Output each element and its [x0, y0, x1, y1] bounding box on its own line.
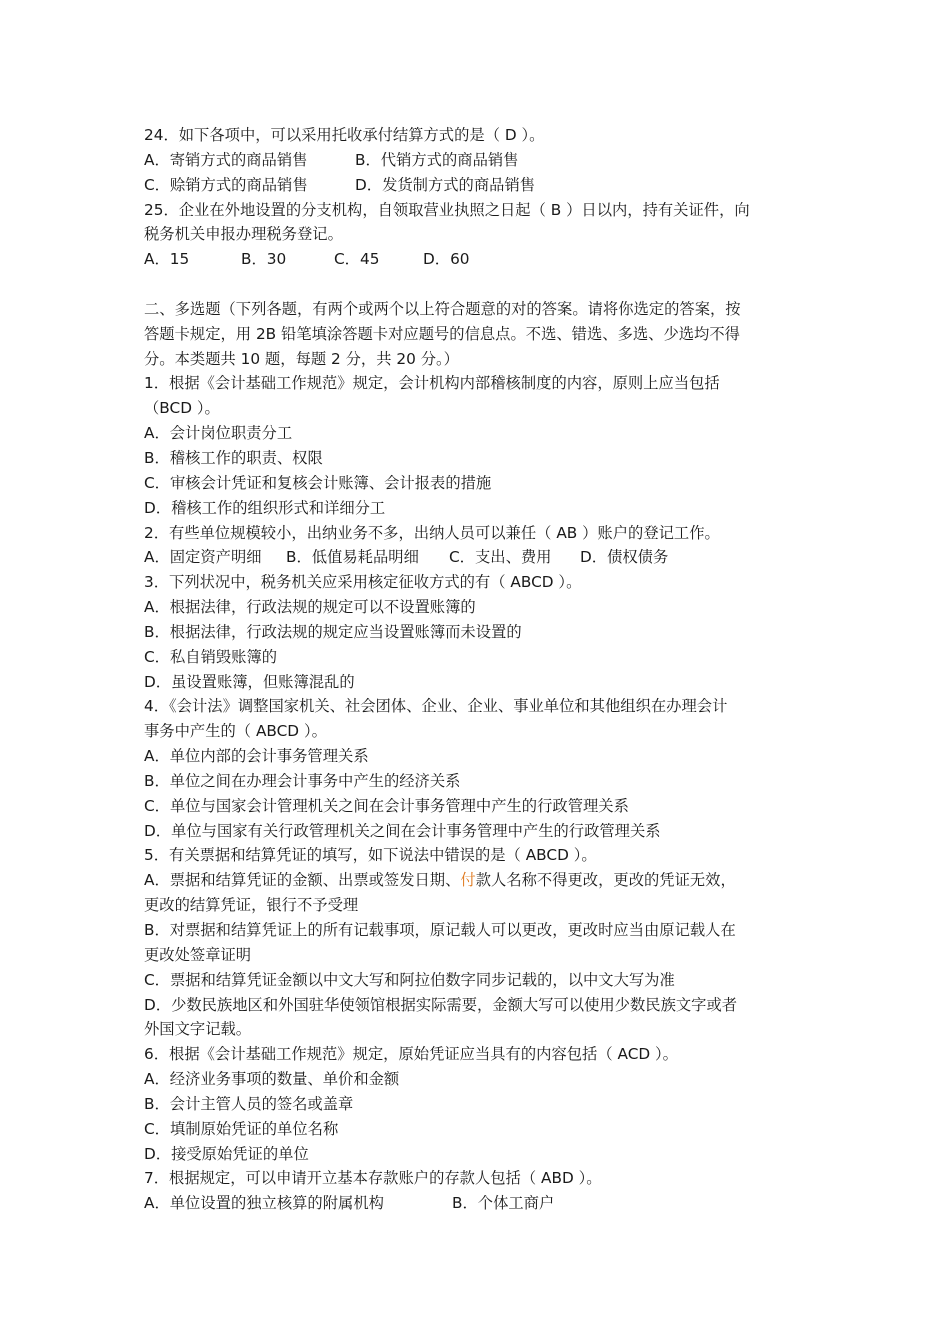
question-24-option-a: A．寄销方式的商品销售 — [144, 150, 308, 169]
multi-question-5-option-b-line1: B．对票据和结算凭证上的所有记载事项，原记载人可以更改，更改时应当由原记载人在 — [144, 921, 736, 939]
question-25-option-d: D．60 — [423, 250, 470, 269]
multi-question-1-option-c: C．审核会计凭证和复核会计账簿、会计报表的措施 — [144, 473, 492, 492]
section-heading-line2: 答题卡规定，用 2B 铅笔填涂答题卡对应题号的信息点。不选、错选、多选、少选均不得 — [144, 324, 740, 343]
multi-question-5-option-c: C．票据和结算凭证金额以中文大写和阿拉伯数字同步记载的，以中文大写为准 — [144, 970, 675, 989]
multi-question-4-stem-line2: 事务中产生的（ ABCD ）。 — [144, 722, 327, 741]
multi-question-1-option-a: A．会计岗位职责分工 — [144, 424, 293, 443]
question-25-option-b: B．30 — [241, 250, 287, 269]
question-24-option-b: B．代销方式的商品销售 — [355, 150, 519, 169]
multi-question-3-stem: 3．下列状况中，税务机关应采用核定征收方式的有（ ABCD ）。 — [144, 573, 582, 592]
question-25-option-a: A．15 — [144, 250, 190, 269]
document-page — [144, 123, 808, 1216]
question-25-option-c: C．45 — [334, 250, 380, 269]
question-24-stem: 24．如下各项中，可以采用托收承付结算方式的是（ D ）。 — [144, 126, 545, 144]
multi-question-2-options — [144, 545, 808, 570]
multi-question-1-option-d: D．稽核工作的组织形式和详细分工 — [144, 498, 386, 517]
multi-question-2-option-c: C．支出、费用 — [449, 548, 552, 567]
section-heading-line3: 分。本类题共 10 题，每题 2 分，共 20 分。） — [144, 349, 459, 368]
multi-question-5-highlight-char: 付 — [460, 871, 476, 890]
multi-question-5-option-d-line2: 外国文字记载。 — [144, 1020, 252, 1039]
multi-question-6-option-d: D．接受原始凭证的单位 — [144, 1144, 309, 1163]
multi-question-3-option-a: A．根据法律，行政法规的规定可以不设置账簿的 — [144, 598, 476, 617]
section-heading-line1: 二、多选题（下列各题，有两个或两个以上符合题意的对的答案。请将你选定的答案，按 — [144, 299, 741, 318]
question-24-option-c: C．赊销方式的商品销售 — [144, 175, 308, 194]
multi-question-3-option-b: B．根据法律，行政法规的规定应当设置账簿而未设置的 — [144, 622, 522, 641]
multi-question-1-stem-line2: （BCD ）。 — [144, 399, 220, 418]
multi-question-7-stem: 7．根据规定，可以申请开立基本存款账户的存款人包括（ ABD ）。 — [144, 1169, 602, 1188]
multi-question-5-option-a-text1: A．票据和结算凭证的金额、出票或签发日期、 — [144, 871, 461, 890]
multi-question-5-option-a-line2: 更改的结算凭证，银行不予受理 — [144, 896, 359, 915]
question-24-options-row1 — [144, 148, 808, 173]
multi-question-6-option-c: C．填制原始凭证的单位名称 — [144, 1119, 339, 1138]
multi-question-4-option-a: A．单位内部的会计事务管理关系 — [144, 747, 369, 766]
question-24-option-d: D．发货制方式的商品销售 — [355, 175, 536, 194]
multi-question-5-option-a-text2: 款人名称不得更改，更改的凭证无效， — [475, 871, 736, 890]
question-25-stem-line2: 税务机关申报办理税务登记。 — [144, 225, 343, 244]
multi-question-2-option-d: D．债权债务 — [580, 548, 669, 567]
multi-question-7-option-b: B．个体工商户 — [452, 1194, 555, 1213]
multi-question-2-stem: 2．有些单位规模较小，出纳业务不多，出纳人员可以兼任（ AB ）账户的登记工作。 — [144, 523, 720, 542]
multi-question-3-option-c: C．私自销毁账簿的 — [144, 647, 278, 666]
multi-question-1-stem-line1: 1．根据《会计基础工作规范》规定，会计机构内部稽核制度的内容，原则上应当包括 — [144, 374, 720, 393]
multi-question-5-option-d-line1: D．少数民族地区和外国驻华使领馆根据实际需要，金额大写可以使用少数民族文字或者 — [144, 995, 738, 1014]
question-24-options-row2 — [144, 173, 808, 198]
multi-question-5-option-b-line2: 更改处签章证明 — [144, 945, 252, 964]
question-25-options — [144, 247, 808, 272]
multi-question-2-option-a: A．固定资产明细 — [144, 548, 262, 567]
multi-question-4-stem-line1: 4．《会计法》调整国家机关、社会团体、企业、企业、事业单位和其他组织在办理会计 — [144, 697, 728, 716]
multi-question-4-option-d: D．单位与国家有关行政管理机关之间在会计事务管理中产生的行政管理关系 — [144, 821, 661, 840]
multi-question-6-option-b: B．会计主管人员的签名或盖章 — [144, 1094, 354, 1113]
multi-question-5-stem: 5．有关票据和结算凭证的填写，如下说法中错误的是（ ABCD ）。 — [144, 846, 597, 865]
multi-question-6-option-a: A．经济业务事项的数量、单价和金额 — [144, 1070, 400, 1089]
multi-question-4-option-c: C．单位与国家会计管理机关之间在会计事务管理中产生的行政管理关系 — [144, 796, 629, 815]
multi-question-6-stem: 6．根据《会计基础工作规范》规定，原始凭证应当具有的内容包括（ ACD ）。 — [144, 1045, 678, 1064]
multi-question-7-option-a: A．单位设置的独立核算的附属机构 — [144, 1194, 384, 1213]
multi-question-7-options — [144, 1191, 808, 1216]
multi-question-1-option-b: B．稽核工作的职责、权限 — [144, 448, 323, 467]
multi-question-3-option-d: D．虽设置账簿，但账簿混乱的 — [144, 672, 355, 691]
question-25-stem-line1: 25．企业在外地设置的分支机构，自领取营业执照之日起（ B ）日以内，持有关证件，向 — [144, 200, 750, 219]
multi-question-2-option-b: B．低值易耗品明细 — [286, 548, 419, 567]
multi-question-5-option-a-line1 — [144, 868, 808, 893]
multi-question-4-option-b: B．单位之间在办理会计事务中产生的经济关系 — [144, 771, 461, 790]
section-spacer — [144, 272, 808, 297]
